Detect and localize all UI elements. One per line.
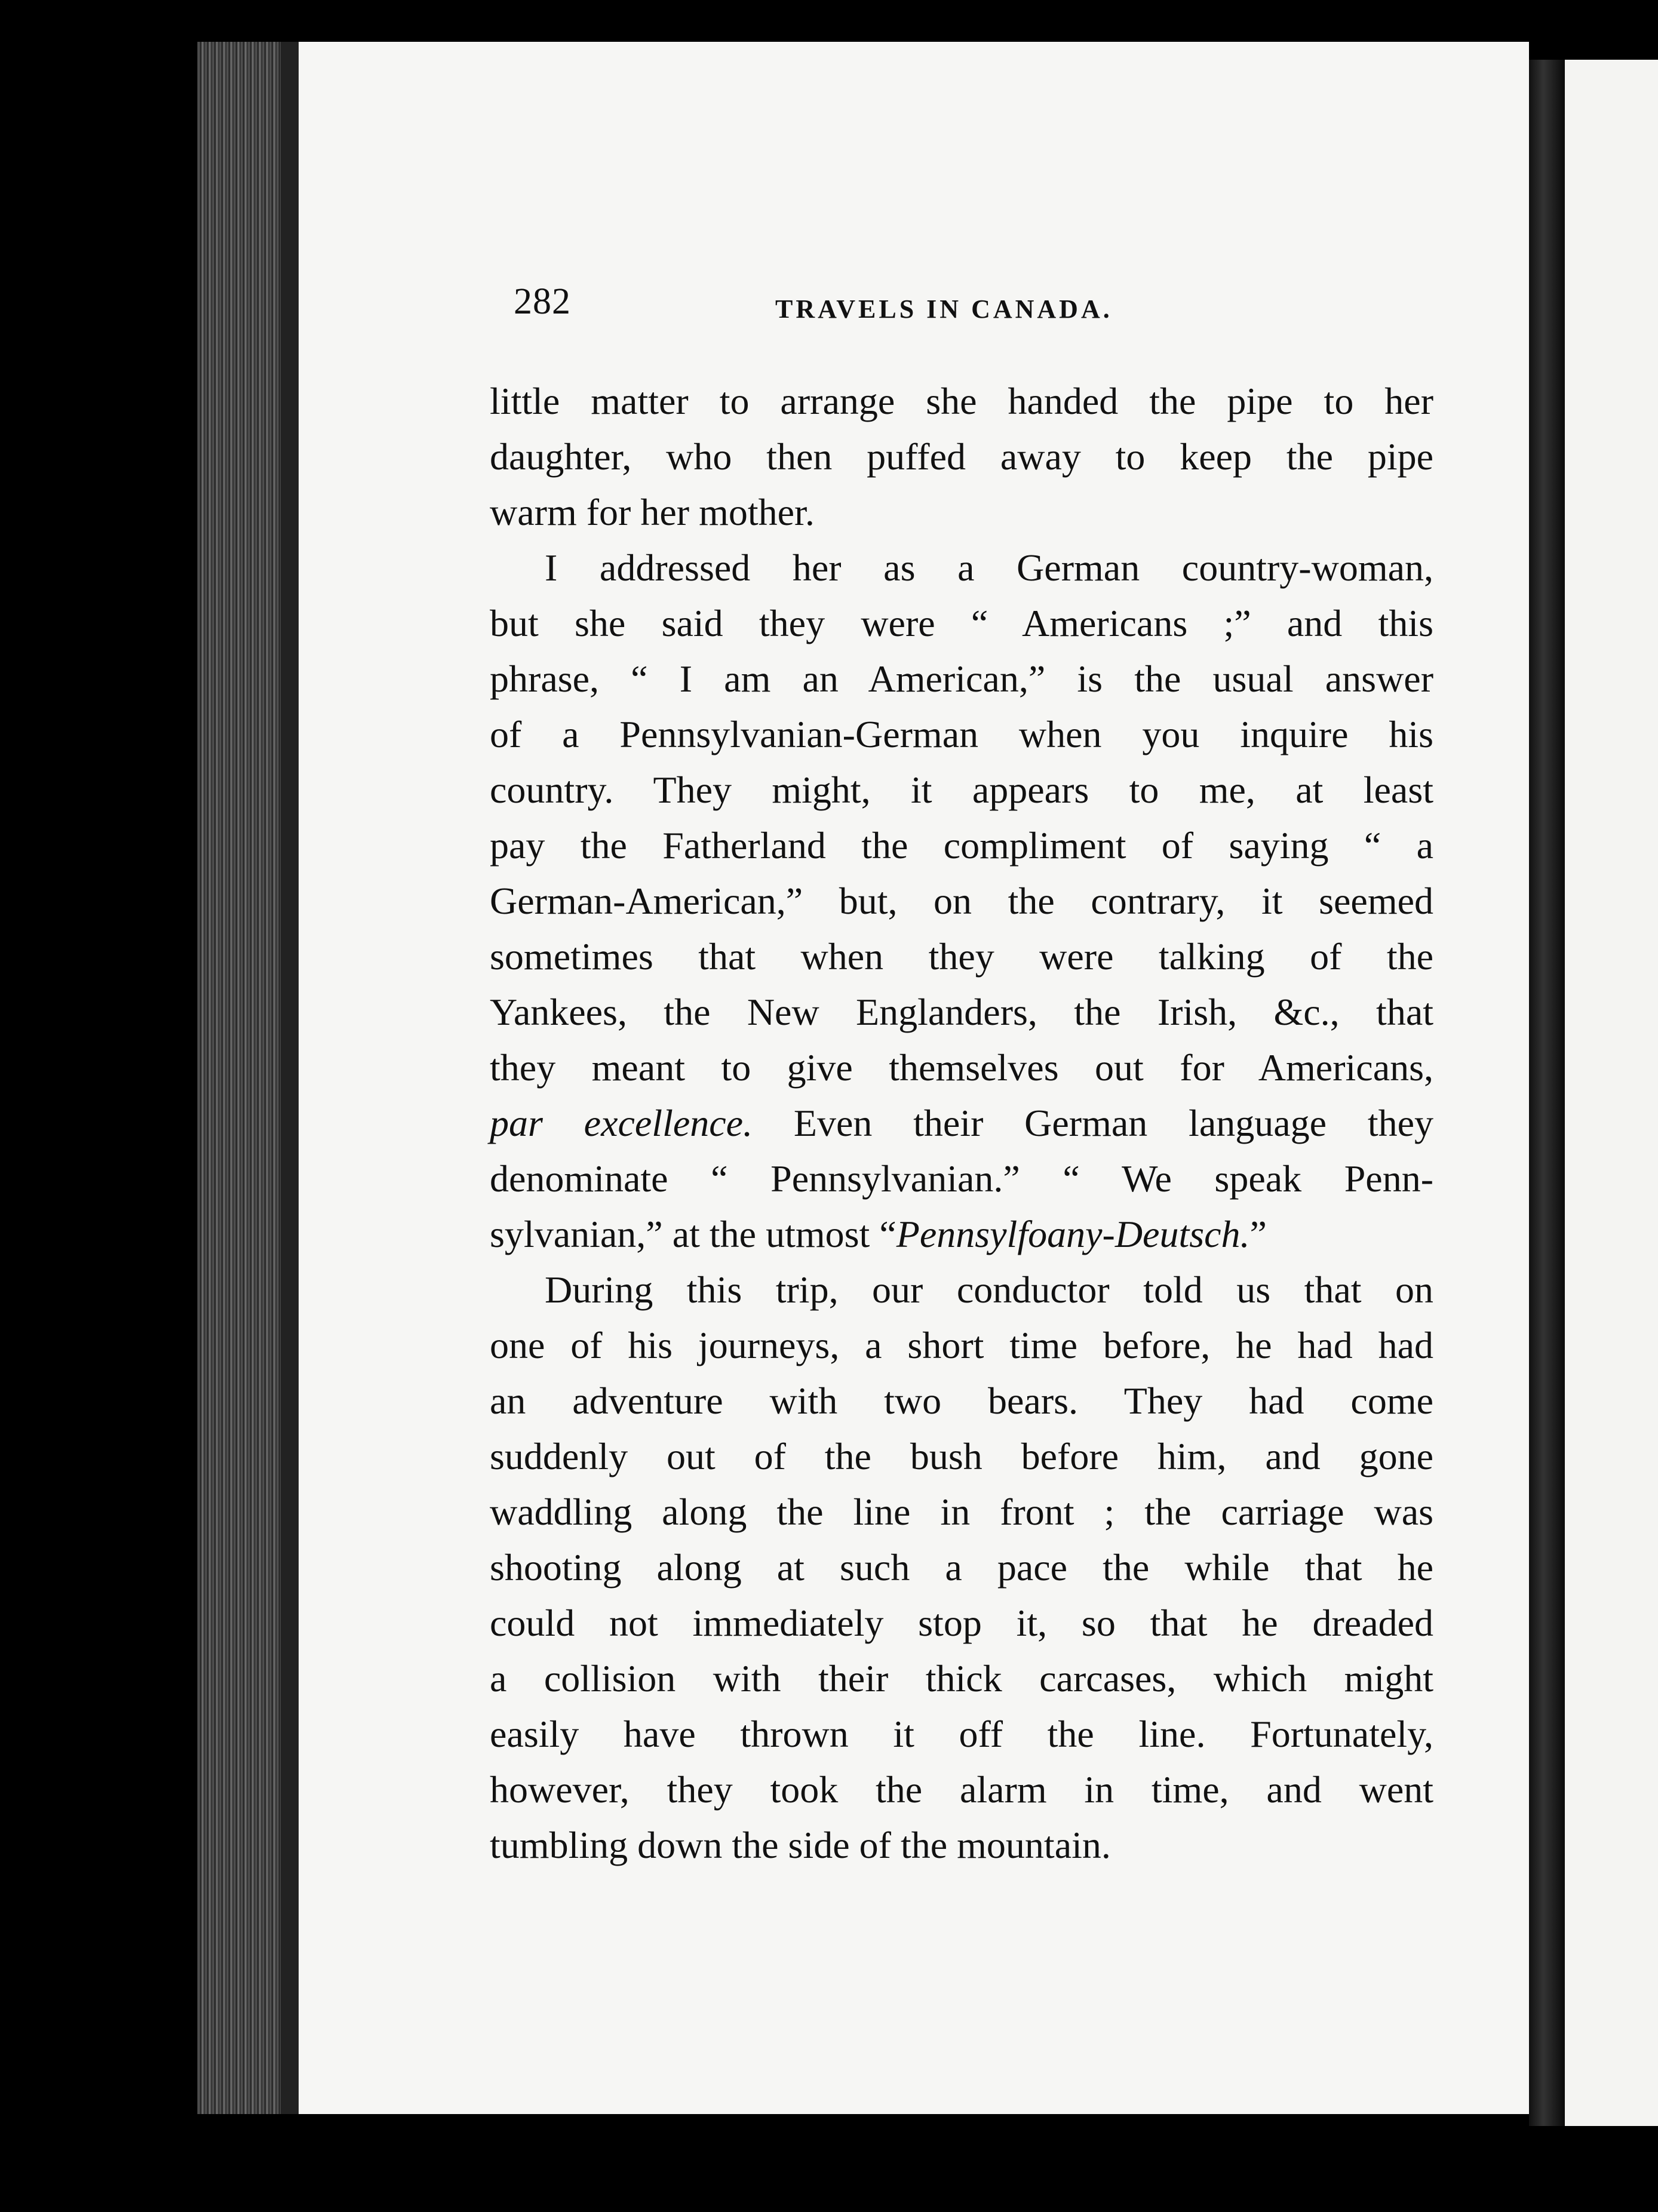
text-line: suddenly out of the bush before him, and gone bbox=[490, 1435, 1433, 1477]
text-line: denominate “ Pennsylvanian.” “ We speak Penn- bbox=[490, 1157, 1433, 1200]
text-line: of a Pennsylvanian-German when you inquire his bbox=[490, 713, 1433, 755]
page-number: 282 bbox=[514, 281, 571, 322]
text-line: country. They might, it appears to me, at least bbox=[490, 769, 1433, 811]
text-line: an adventure with two bears. They had come bbox=[490, 1380, 1433, 1422]
text-line: sometimes that when they were talking of the bbox=[490, 935, 1433, 978]
text-line: phrase, “ I am an American,” is the usual answer bbox=[490, 658, 1433, 700]
text-line: Yankees, the New Englanders, the Irish, &c., that bbox=[490, 991, 1433, 1033]
facing-page-edge bbox=[1565, 60, 1658, 2126]
closing-quote: ” bbox=[1249, 1213, 1267, 1255]
page-edge-shadow bbox=[281, 42, 299, 2114]
text-line: warm for her mother. bbox=[490, 491, 815, 533]
text-line: but she said they were “ Americans ;” and this bbox=[490, 602, 1433, 644]
running-head: TRAVELS IN CANADA. bbox=[775, 294, 1113, 324]
body-text bbox=[490, 373, 1433, 1873]
italic-phrase: Pennsylfoany-Deutsch. bbox=[896, 1213, 1250, 1255]
text-line: waddling along the line in front ; the carriage was bbox=[490, 1491, 1433, 1533]
text-line-remainder: Even their German language they bbox=[793, 1102, 1433, 1144]
paragraph-start-line: During this trip, our conductor told us that on bbox=[545, 1268, 1433, 1311]
text-line: one of his journeys, a short time before, he had had bbox=[490, 1324, 1433, 1366]
text-line: easily have thrown it off the line. Fortunately, bbox=[490, 1713, 1433, 1755]
text-line: German-American,” but, on the contrary, it seemed bbox=[490, 880, 1433, 922]
text-line: shooting along at such a pace the while that he bbox=[490, 1546, 1433, 1589]
italic-phrase: par excellence. bbox=[490, 1102, 753, 1144]
text-line: little matter to arrange she handed the pipe to her bbox=[490, 380, 1433, 422]
text-line-start: sylvanian,” at the utmost “ bbox=[490, 1213, 896, 1255]
book-spine bbox=[197, 42, 281, 2114]
paragraph-start-line: I addressed her as a German country-woman, bbox=[545, 546, 1433, 589]
text-line: daughter, who then puffed away to keep the pipe bbox=[490, 435, 1433, 478]
book-gutter bbox=[1529, 60, 1565, 2126]
text-line: they meant to give themselves out for Americans, bbox=[490, 1046, 1433, 1089]
text-line: however, they took the alarm in time, and went bbox=[490, 1768, 1433, 1811]
text-line: tumbling down the side of the mountain. bbox=[490, 1824, 1111, 1866]
text-line: pay the Fatherland the compliment of saying “ a bbox=[490, 824, 1433, 867]
text-line-with-italic bbox=[490, 1206, 1433, 1262]
page-header bbox=[514, 281, 1469, 328]
text-line: could not immediately stop it, so that he dreaded bbox=[490, 1602, 1433, 1644]
text-line: a collision with their thick carcases, which might bbox=[490, 1657, 1433, 1700]
text-line-with-italic bbox=[490, 1095, 1433, 1151]
